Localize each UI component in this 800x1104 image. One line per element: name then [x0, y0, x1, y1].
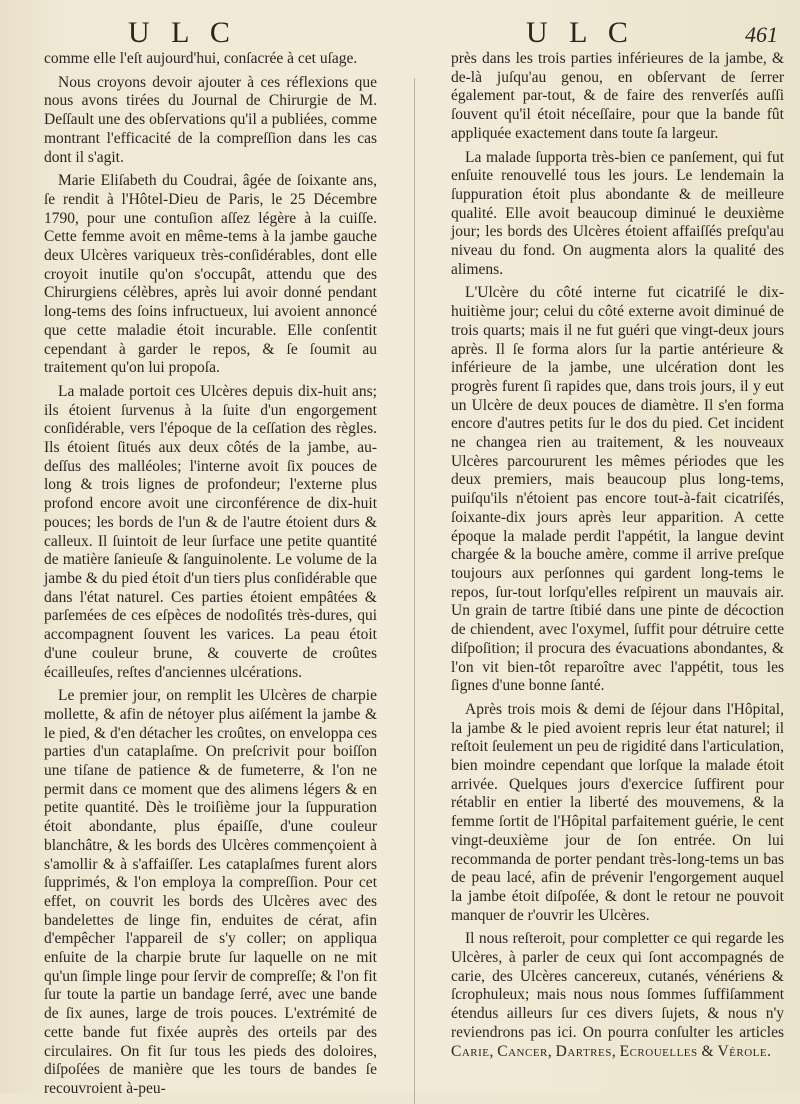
- right-column: [451, 50, 784, 1104]
- cross-reference: Dartres: [555, 1042, 612, 1060]
- column-rule: [414, 78, 415, 1104]
- cross-reference: Carie: [451, 1042, 490, 1060]
- page-header: [44, 12, 784, 50]
- running-head-right: U L C: [526, 16, 635, 49]
- cross-reference: Ecrouelles: [619, 1042, 698, 1060]
- paragraph: Le premier jour, on remplit les Ulcères de charpie mollette, & afin de nétoyer plus aiſément la jambe & le pied, & d'en détacher les croûtes, on enveloppa ces parties d'un cataplaſme. On preſcrivit pour boiſſon une tiſane de patience & de fumeterre, & l'on ne permit dans ce moment que des alimens légers & en petite quantité. Dès le troiſième jour la ſuppuration étoit abondante, plus épaiſſe, d'une couleur blanchâtre, & les bords des Ulcères commençoient à s'amollir & à s'affaiſſer. Les cataplaſmes furent alors ſupprimés, & l'on employa la compreſſion. Pour cet effet, on couvrit les bords des Ulcères avec des bandelettes de linge fin, enduites de cérat, afin d'empêcher l'appareil de s'y coller; on appliqua enſuite de la charpie brute ſur laquelle on ne mit qu'un ſimple linge pour ſervir de compreſſe; & l'on fit ſur toute la partie un bandage ſerré, avec une bande de ſix aunes, large de trois pouces. L'extrémité de cette bande fut fixée auprès des orteils par des circulaires. On fit ſur tous les pieds des doloires, diſpoſées de manière que les tours de bandes ſe recouvroient à-peu-: [44, 687, 377, 1097]
- paragraph: comme elle l'eſt aujourd'hui, conſacrée à cet uſage.: [44, 50, 358, 67]
- running-head-left: U L C: [128, 16, 237, 49]
- text-columns: [44, 50, 784, 1104]
- paragraph: Après trois mois & demi de ſéjour dans l'Hôpital, la jambe & le pied avoient repris leur état naturel; il reſtoit ſeulement un peu de rigidité dans l'articulation, bien moindre cependant que lorſque la malade étoit arrivée. Quelques jours d'exercice ſuffirent pour rétablir en entier la liberté des mouvemens, & la femme ſortit de l'Hôpital parfaitement guérie, le cent vingt-deuxième jour de ſon entrée. On lui recommanda de porter pendant très-long-tems un bas de peau lacé, afin de prévenir l'engorgement auquel la jambe étoit diſpoſée, & dont le retour ne pouvoit manquer de r'ouvrir les Ulcères.: [451, 700, 784, 924]
- paragraph-text: Il nous reſteroit, pour completter ce qui regarde les Ulcères, à parler de ceux qui ſont accompagnés de carie, des Ulcères cancereux, cutanés, vénériens & ſcrophuleux; mais nous nous ſommes ſuffiſamment étendus ailleurs ſur ces divers ſujets, & nous n'y reviendrons pas ici. On pourra conſulter les articles: [451, 930, 784, 1041]
- final-paragraph: Il nous reſteroit, pour completter ce qui regarde les Ulcères, à parler de ceux qui ſont accompagnés de carie, des Ulcères cancereux, cutanés, vénériens & ſcrophuleux; mais nous nous ſommes ſuffiſamment étendus ailleurs ſur ces divers ſujets, & nous n'y reviendrons pas ici. On pourra conſulter les articles Carie, Cancer, Dartres, Ecrouelles & Vérole.: [451, 930, 784, 1060]
- cross-reference: Vérole: [717, 1042, 768, 1060]
- cross-reference: Cancer: [497, 1042, 548, 1060]
- paragraph: La malade portoit ces Ulcères depuis dix-huit ans; ils étoient ſurvenus à la ſuite d'un engorgement conſidérable, vers l'époque de la ceſſation des règles. Ils étoient ſitués aux deux côtés de la jambe, au-deſſus des malléoles; l'interne avoit ſix pouces de long & trois lignes de profondeur; l'externe plus profond encore avoit une circonférence de dix-huit pouces; les bords de l'un & de l'autre étoient durs & calleux. Il ſuintoit de leur ſurface une petite quantité de matière ſanieuſe & ſanguinolente. Le volume de la jambe & du pied étoit d'un tiers plus conſidérable que dans l'état naturel. Ces parties étoient empâtées & parſemées de ces eſpèces de nodoſités très-dures, qui accompagnent ſouvent les varices. La peau étoit d'une couleur brune, & couverte de croûtes écailleuſes, reſtes d'anciennes ulcérations.: [44, 382, 377, 681]
- paragraph: près dans les trois parties inférieures de la jambe, & de-là juſqu'au genou, en obſervant de ſerrer également par-tout, & de faire des renverſés auſſi ſouvent qu'il étoit néceſſaire, pour que la bande fût appliquée exactement dans toute ſa largeur.: [451, 50, 784, 142]
- paragraph: Nous croyons devoir ajouter à ces réflexions que nous avons tirées du Journal de Chirurgie de M. Deſſault une des obſervations qu'il a publiées, comme montrant l'efficacité de la compreſſion dans les cas dont il s'agit.: [44, 73, 377, 166]
- page-number: 461: [745, 22, 778, 47]
- paragraph: L'Ulcère du côté interne fut cicatriſé le dix-huitième jour; celui du côté externe avoit diminué de trois quarts; mais il ne fut guéri que vingt-deux jours après. Il ſe forma alors ſur la partie antérieure & inférieure de la jambe, une ulcération dont les progrès furent ſi rapides que, dans trois jours, il y eut un Ulcère de deux pouces de diamètre. Il s'en forma encore d'autres petits ſur le dos du pied. Cet incident ne changea rien au traitement, & les nouveaux Ulcères parcoururent les mêmes périodes que les deux premiers, mais beaucoup plus long-tems, puiſqu'ils n'étoient pas encore tout-à-fait cicatriſés, ſoixante-dix jours après leur apparition. A cette époque la malade perdit l'appétit, la langue devint chargée & la bouche amère, comme il arrive preſque toujours aux perſonnes qui gardent long-tems le repos, ſur-tout lorſqu'elles reſpirent un mauvais air. Un grain de tartre ſtibié dans une pinte de décoction de chiendent, avec l'oxymel, ſuffit pour détruire cette diſpoſition; il procura des évacuations abondantes, & l'on vit bien-tôt reparoître avec l'appétit, tous les ſignes d'une bonne ſanté.: [451, 284, 784, 695]
- left-column: [44, 50, 377, 1104]
- paragraph: Marie Eliſabeth du Coudrai, âgée de ſoixante ans, ſe rendit à l'Hôtel-Dieu de Paris, le 25 Décembre 1790, pour une contuſion aſſez légère à la cuiſſe. Cette femme avoit en même-tems à la jambe gauche deux Ulcères variqueux très-conſidérables, dont elle croyoit inutile qu'on s'occupât, attendu que des Chirurgiens célèbres, après lui avoir donné pendant long-tems des ſoins infructueux, lui avoient annoncé que cette maladie étoit incurable. Elle conſentit cependant à garder le repos, & ſe ſoumit au traitement qu'on lui propoſa.: [44, 172, 377, 377]
- paragraph: La malade ſupporta très-bien ce panſement, qui fut enſuite renouvellé tous les jours. Le lendemain la ſuppuration étoit plus abondante & de meilleure qualité. Elle avoit beaucoup diminué le deuxième jour; les bords des Ulcères étoient affaiſſés preſqu'au niveau du fond. On augmenta alors la qualité des alimens.: [451, 148, 784, 278]
